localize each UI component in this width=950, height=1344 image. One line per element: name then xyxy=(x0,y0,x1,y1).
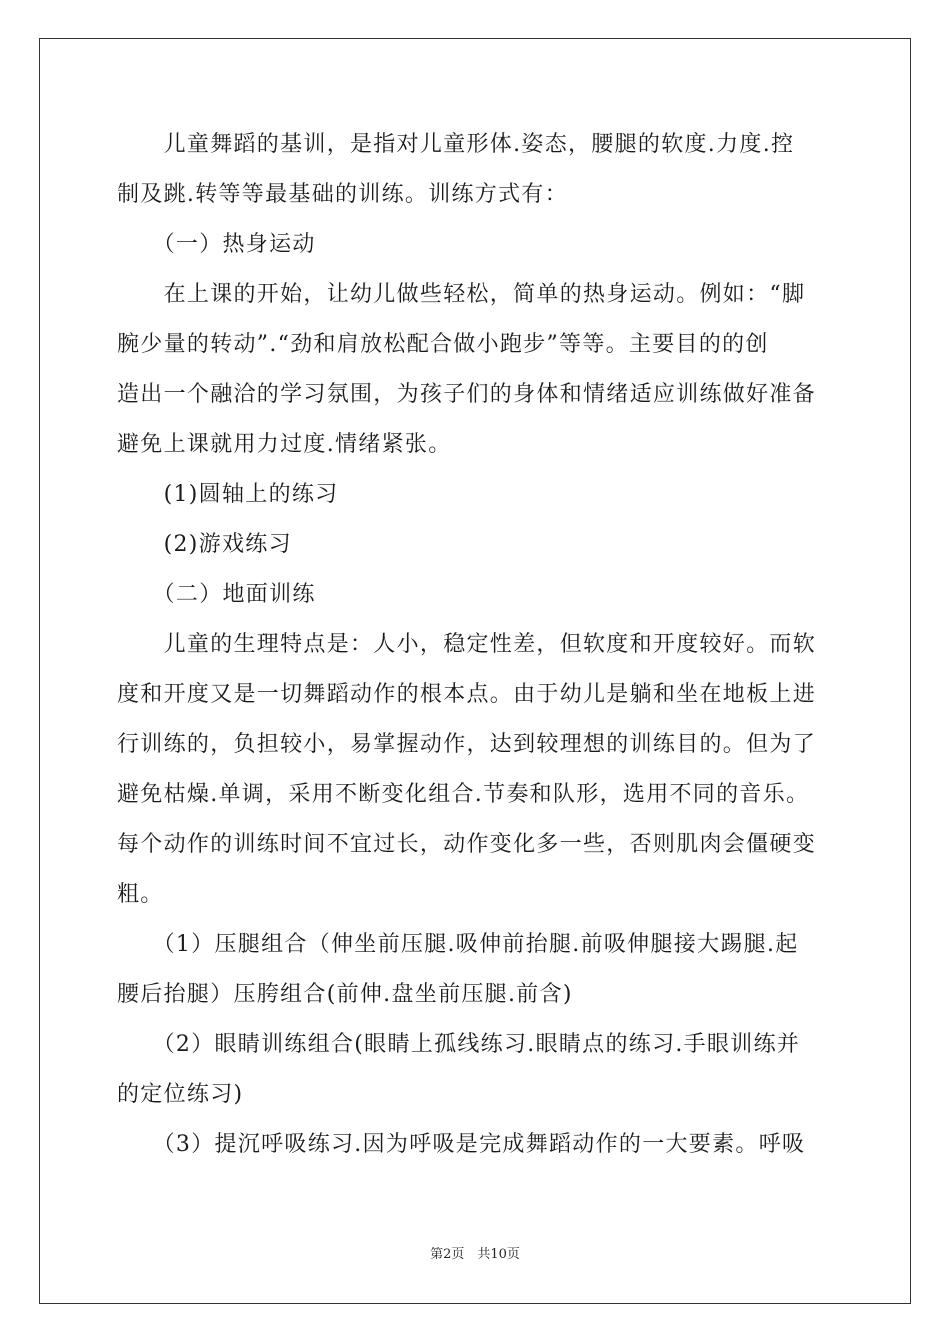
text-line: （3）提沉呼吸练习.因为呼吸是完成舞蹈动作的一大要素。呼吸 xyxy=(117,1132,806,1157)
page-footer xyxy=(0,1246,950,1264)
page-border xyxy=(39,38,911,1304)
text-line: 造出一个融洽的学习氛围，为孩子们的身体和情绪适应训练做好准备 xyxy=(117,382,817,407)
text-line: 儿童舞蹈的基训，是指对儿童形体.姿态，腰腿的软度.力度.控 xyxy=(117,132,795,157)
text-line: (2)游戏练习 xyxy=(117,532,292,557)
text-line: 腕少量的转动”.“劲和肩放松配合做小跑步”等等。主要目的的创 xyxy=(117,332,769,357)
text-line: 制及跳.转等等最基础的训练。训练方式有： xyxy=(117,182,568,207)
text-line: 儿童的生理特点是：人小，稳定性差，但软度和开度较好。而软 xyxy=(117,632,817,657)
text-line: 每个动作的训练时间不宜过长，动作变化多一些，否则肌肉会僵硬变 xyxy=(117,832,817,857)
text-line: （一）热身运动 xyxy=(117,232,316,257)
text-line: 避免上课就用力过度.情绪紧张。 xyxy=(117,432,452,457)
text-line: 在上课的开始，让幼儿做些轻松，简单的热身运动。例如：“脚 xyxy=(117,282,806,307)
text-line: (1)圆轴上的练习 xyxy=(117,482,339,507)
text-line: （1）压腿组合（伸坐前压腿.吸伸前抬腿.前吸伸腿接大踢腿.起 xyxy=(117,932,799,957)
text-line: （二）地面训练 xyxy=(117,582,316,607)
text-line: 腰后抬腿）压胯组合(前伸.盘坐前压腿.前含) xyxy=(117,982,573,1007)
text-line: 的定位练习) xyxy=(117,1082,244,1107)
text-line: 避免枯燥.单调，采用不断变化组合.节奏和队形，选用不同的音乐。 xyxy=(117,782,810,807)
text-line: 度和开度又是一切舞蹈动作的根本点。由于幼儿是躺和坐在地板上进 xyxy=(117,682,817,707)
text-line: （2）眼睛训练组合(眼睛上孤线练习.眼睛点的练习.手眼训练并 xyxy=(117,1032,801,1057)
text-line: 粗。 xyxy=(117,882,164,907)
text-line: 行训练的，负担较小，易掌握动作，达到较理想的训练目的。但为了 xyxy=(117,732,817,757)
page-number-label: 第2页 共10页 xyxy=(430,1247,520,1262)
